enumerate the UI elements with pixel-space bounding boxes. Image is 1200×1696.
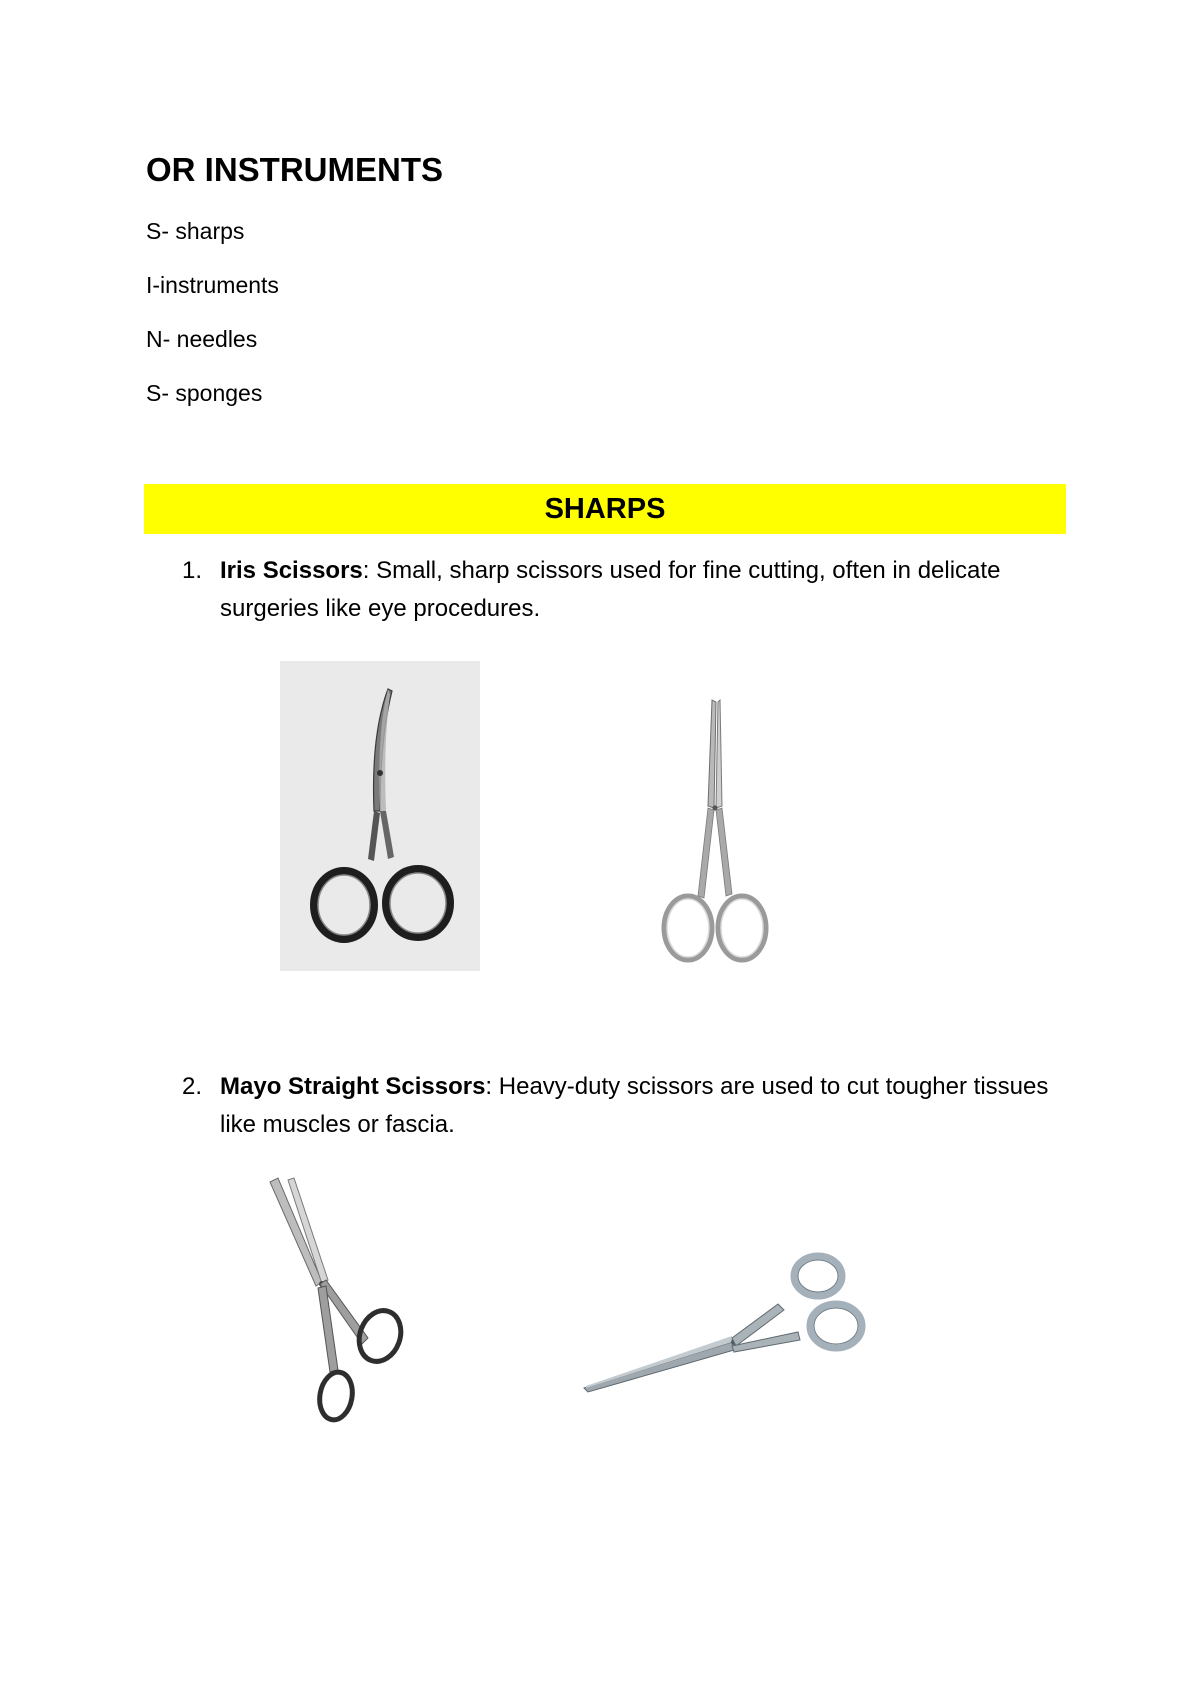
acronym-line-needles: N- needles [146, 326, 258, 352]
name-separator: : [485, 1073, 499, 1100]
section-banner [144, 484, 1066, 534]
acronym-line-sharps: S- sharps [146, 218, 245, 244]
instrument-description: Small, sharp scissors used for fine cutting, often in delicate surgeries like eye procedures. [220, 557, 1001, 622]
list-item-number: 2. [182, 1073, 203, 1100]
list-item-text [220, 1068, 1062, 1144]
acronym-line-sponges: S- sponges [146, 380, 263, 406]
document-title: OR INSTRUMENTS [146, 151, 443, 188]
list-item [182, 552, 1062, 628]
instrument-name: Mayo Straight Scissors [220, 1073, 486, 1100]
list-item [182, 1068, 1062, 1144]
instrument-name: Iris Scissors [220, 557, 363, 584]
list-item-number: 1. [182, 557, 203, 584]
acronym-line-instruments: I-instruments [146, 272, 279, 298]
mayo-straight-scissors-angled-photo [266, 1176, 416, 1432]
instrument-description: Heavy-duty scissors are used to cut tougher tissues like muscles or fascia. [220, 1073, 1049, 1138]
name-separator: : [362, 557, 377, 584]
section-heading: SHARPS [544, 492, 666, 525]
iris-scissors-straight-photo [650, 696, 780, 968]
iris-scissors-curved-dark-rings-photo [280, 661, 480, 971]
mayo-straight-scissors-horizontal-photo [582, 1246, 872, 1396]
list-item-text [220, 552, 1062, 628]
